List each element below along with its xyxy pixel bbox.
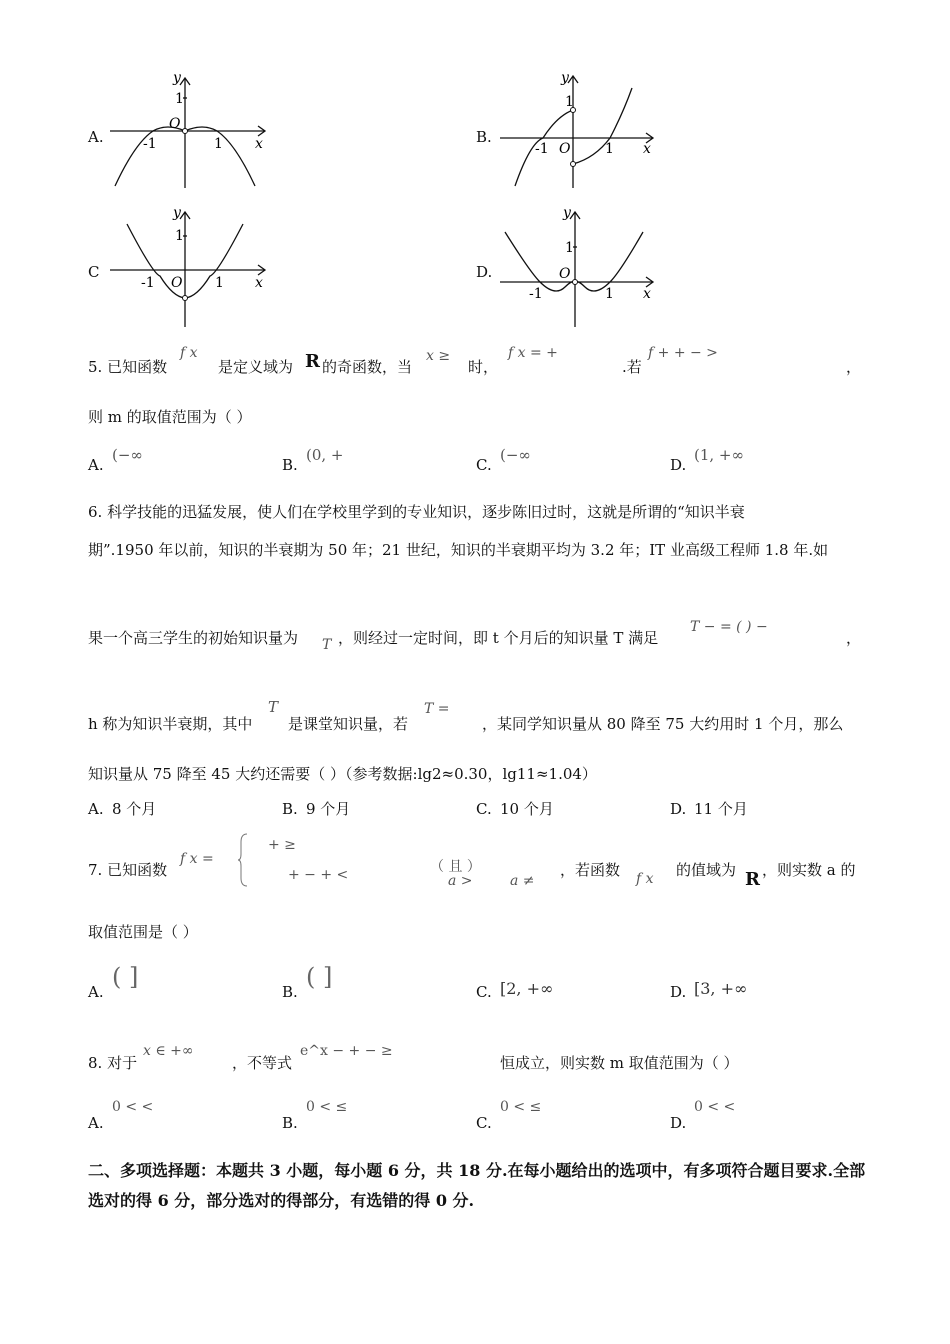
q6-opt-a-label: A. [88,800,104,818]
q7-opt-a-label: A. [88,983,104,1001]
q7-opt-c-expr: [2, +∞ [500,979,554,998]
graph-c-label: C [88,263,100,281]
q7-opt-d-label: D. [670,983,687,1001]
q5-line-2: 则 m 的取值范围为（ ） [88,408,252,426]
q6-Ta: T [268,698,279,716]
q5-opt-b-label: B. [282,456,298,474]
graph-d-tick-neg: -1 [529,286,543,302]
graph-b-tick-neg: -1 [535,141,549,157]
q5-R: R [305,351,320,372]
q7-text-1: 7. 已知函数 [88,861,168,879]
q5-cond: x ≥ [426,348,451,364]
q7-line-2: 取值范围是（ ） [88,923,198,941]
q7-case-1: + ≥ [268,837,296,853]
graph-b-tick-y: 1 [565,94,574,110]
q6-Tcond: T = [424,701,450,717]
q7-cond: （ 且 ） [430,859,481,875]
graph-c-origin: O [171,275,183,291]
graph-a-tick-pos: 1 [214,136,223,152]
q6-opt-c-label: C. [476,800,492,818]
q6-line-5: 知识量从 75 降至 45 大约还需要（ ）（参考数据:lg2≈0.30，lg11≈1.04） [88,765,597,783]
q5-text-5: .若 [622,358,642,376]
q5-comma: ， [846,358,862,376]
graph-d [495,202,665,332]
q6-opt-c-text: 10 个月 [500,800,554,818]
q6-opt-b-text: 9 个月 [306,800,351,818]
graph-d-x-label: x [643,286,651,302]
q8-text-2: ，不等式 [232,1054,293,1072]
q8-text-3: 恒成立，则实数 m 取值范围为（ ） [500,1054,739,1072]
q8-opt-c-label: C. [476,1114,492,1132]
q7-brace [237,832,249,888]
q5-opt-b-expr: (0, + [306,446,344,464]
q8-opt-c-expr: 0 < ≤ [500,1099,542,1115]
q7-opt-b-expr: ( ] [306,963,333,991]
graph-b-tick-pos: 1 [605,141,614,157]
q8-domain: x ∈ +∞ [143,1043,194,1059]
q5-opt-c-label: C. [476,456,492,474]
q6-line-1: 6. 科学技能的迅猛发展，使人们在学校里学到的专业知识，逐步陈旧过时，这就是所谓的“知识半衰 [88,503,745,521]
q6-line-4b: 是课堂知识量，若 [288,715,409,733]
graph-c-tick-neg: -1 [141,275,155,291]
q7-f2: f x [636,871,654,887]
graph-d-origin: O [559,266,571,282]
graph-d-tick-y: 1 [565,240,574,256]
graph-c-y-label: y [173,205,181,221]
q5-text-1: 5. 已知函数 [88,358,168,376]
q8-opt-a-expr: 0 < < [112,1099,154,1115]
graph-d-tick-pos: 1 [605,286,614,302]
q8-opt-a-label: A. [88,1114,104,1132]
q7-opt-d-expr: [3, +∞ [694,979,748,998]
q5-opt-a-label: A. [88,456,104,474]
q5-def-expr: f x = + [508,345,558,361]
q8-opt-b-expr: 0 < ≤ [306,1099,348,1115]
q7-text-2: ，若函数 [560,861,621,879]
q6-opt-a-text: 8 个月 [112,800,157,818]
q8-text-1: 8. 对于 [88,1054,138,1072]
graph-a-origin: O [169,116,181,132]
graph-d-label: D. [476,263,493,281]
q8-opt-b-label: B. [282,1114,298,1132]
q5-opt-c-expr: (−∞ [500,446,531,464]
q5-opt-a-expr: (−∞ [112,446,143,464]
graph-b-origin: O [559,141,571,157]
q6-T0: T [322,637,332,653]
q5-text-2: 是定义域为 [218,358,294,376]
graph-b-label: B. [476,128,492,146]
q5-f-expr: f x [180,345,198,361]
q6-opt-b-label: B. [282,800,298,818]
q6-opt-d-text: 11 个月 [694,800,748,818]
graph-a-label: A. [88,128,104,146]
graph-c [105,202,275,332]
q5-opt-d-label: D. [670,456,687,474]
q5-ineq: f + + − > [648,345,718,361]
q7-a-ne: a ≠ [510,873,535,889]
graph-c-tick-pos: 1 [215,275,224,291]
q6-line-3a: 果一个高三学生的初始知识量为 [88,629,299,647]
q7-f-expr: f x = [180,851,214,867]
graph-c-x-label: x [255,275,263,291]
q7-opt-a-expr: ( ] [112,963,139,991]
q5-opt-d-expr: (1, +∞ [694,446,744,464]
graph-b-x-label: x [643,141,651,157]
graph-b [495,68,665,193]
graph-a-x-label: x [255,136,263,152]
q7-case-2: + − + < [288,867,349,883]
graph-d-y-label: y [563,205,571,221]
q8-ineq: e^x − + − ≥ [300,1043,393,1059]
q7-opt-c-label: C. [476,983,492,1001]
q5-text-4: 时， [468,358,499,376]
q7-text-4: ，则实数 a 的 [762,861,856,879]
q6-line-4a: h 称为知识半衰期，其中 [88,715,253,733]
q6-line-2: 期”.1950 年以前，知识的半衰期为 50 年；21 世纪，知识的半衰期平均为 3.2 年；IT 业高级工程师 1.8 年.如 [88,541,829,559]
graph-a-tick-y: 1 [175,91,184,107]
graph-a [105,68,275,193]
q7-text-3: 的值域为 [676,861,737,879]
q6-line-3b: ，则经过一定时间，即 t 个月后的知识量 T 满足 [338,629,659,647]
q6-formula: T − = ( ) − [690,619,768,635]
graph-a-tick-neg: -1 [143,136,157,152]
q7-R: R [745,869,760,890]
q7-opt-b-label: B. [282,983,298,1001]
q6-line-3c: ， [846,629,862,647]
q6-line-4c: ，某同学知识量从 80 降至 75 大约用时 1 个月，那么 [482,715,844,733]
q6-opt-d-label: D. [670,800,687,818]
q8-opt-d-expr: 0 < < [694,1099,736,1115]
q5-text-3: 的奇函数，当 [322,358,413,376]
graph-b-y-label: y [561,70,569,86]
q8-opt-d-label: D. [670,1114,687,1132]
section-2-heading: 二、多项选择题：本题共 3 小题，每小题 6 分，共 18 分.在每小题给出的选项中，有多项符合题目要求.全部选对的得 6 分，部分选对的得部分，有选错的得 0 分. [88,1161,866,1210]
q7-a-gt: a > [448,873,473,889]
graph-a-y-label: y [173,70,181,86]
graph-c-tick-y: 1 [175,228,184,244]
